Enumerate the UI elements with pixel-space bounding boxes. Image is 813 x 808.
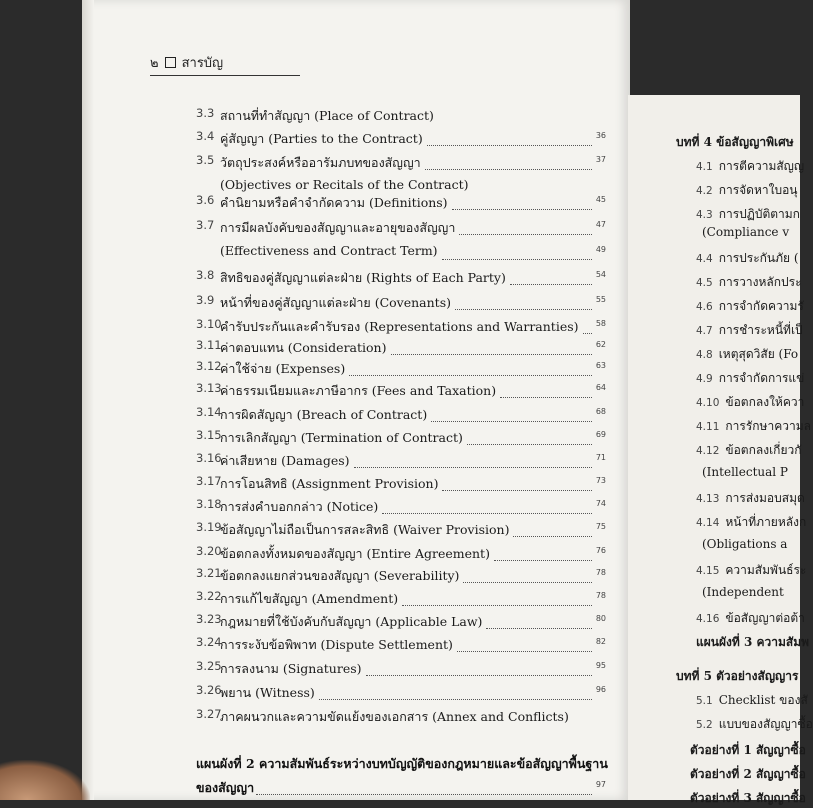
right-toc-entry [696, 691, 808, 710]
toc-entry-page: 49 [595, 245, 606, 254]
right-toc-title: (Independent [702, 585, 784, 599]
dot-leader [442, 259, 592, 260]
toc-entry-number: 3.4 [196, 129, 215, 143]
right-toc-title: ข้อสัญญาต่อต้า [725, 611, 805, 625]
toc-entry-number: 3.23 [196, 612, 222, 626]
right-toc-title: ข้อตกลงให้ควา [725, 395, 805, 409]
dot-leader [319, 699, 592, 700]
toc-entry [196, 428, 606, 448]
toc-entry-page: 68 [595, 407, 606, 416]
toc-entry [196, 497, 606, 517]
right-toc-entry [696, 321, 803, 340]
right-toc-title: การจัดหาใบอนุ [718, 183, 798, 197]
right-toc-entry [696, 225, 789, 239]
toc-entry [196, 474, 606, 494]
right-toc-entry [696, 157, 804, 176]
right-toc-number: 4.16 [696, 613, 720, 625]
right-toc-title: การจำกัดการแข่ [718, 371, 805, 385]
dot-leader [510, 284, 592, 285]
page-header [150, 52, 300, 76]
example-title: ตัวอย่างที่ 2 สัญญาซื้อ [690, 767, 806, 781]
toc-entry [196, 317, 606, 337]
toc-entry [196, 129, 606, 149]
toc-entry-title: กฎหมายที่ใช้บังคับกับสัญญา (Applicable Law) [220, 614, 483, 629]
right-toc-title: การประกันภัย ( [718, 251, 799, 265]
toc-entry-title: คู่สัญญา (Parties to the Contract) [220, 131, 423, 146]
example-title: ตัวอย่างที่ 3 สัญญาซื้อ [690, 791, 806, 805]
toc-entry-title: สิทธิของคู่สัญญาแต่ละฝ่าย (Rights of Each Party) [220, 270, 506, 285]
right-toc-title: การปฏิบัติตามก [718, 207, 800, 221]
toc-entry [196, 153, 606, 173]
right-toc-number: 4.9 [696, 373, 713, 385]
toc-entry-page: 80 [595, 614, 606, 623]
right-toc-title: ข้อตกลงเกี่ยวกั [725, 443, 802, 457]
example-entry [690, 765, 806, 784]
toc-entry [196, 268, 606, 288]
toc-entry-page: 64 [595, 383, 606, 392]
toc-entry-number: 3.21 [196, 566, 222, 580]
right-toc-title: (Compliance v [702, 225, 790, 239]
toc-entry-number: 3.5 [196, 153, 215, 167]
toc-entry-title: ภาคผนวกและความขัดแย้งของเอกสาร (Annex and Conflicts) [220, 709, 569, 724]
chapter-5-title: บทที่ 5 ตัวอย่างสัญญาร [676, 669, 799, 683]
right-toc-number: 4.6 [696, 301, 713, 313]
example-entry [690, 789, 806, 808]
toc-entry [196, 293, 606, 313]
toc-entry [196, 193, 606, 213]
toc-entry-title: การมีผลบังคับของสัญญาและอายุของสัญญา [220, 220, 456, 235]
right-toc-entry [696, 715, 813, 734]
toc-entry [196, 359, 606, 379]
right-toc-entry [696, 181, 798, 200]
toc-entry-title: วัตถุประสงค์หรืออารัมภบทของสัญญา [220, 155, 421, 170]
right-page [628, 95, 813, 805]
right-toc-entry [696, 585, 784, 599]
right-toc-title: (Obligations a [702, 537, 788, 551]
plan-2-page: 97 [595, 780, 606, 789]
toc-entry-page: 82 [595, 637, 606, 646]
right-toc-number: 4.2 [696, 185, 713, 197]
plan-2-title-line1: แผนผังที่ 2 ความสัมพันธ์ระหว่างบทบัญญัติของกฎหมายและข้อสัญญาพื้นฐาน [196, 756, 608, 771]
right-toc-number: 4.7 [696, 325, 713, 337]
toc-entry-number: 3.17 [196, 474, 222, 488]
dot-leader [455, 309, 592, 310]
right-toc-entry [696, 393, 804, 412]
toc-entry-page: 78 [595, 568, 606, 577]
right-toc-number: 4.10 [696, 397, 720, 409]
dot-leader [366, 675, 592, 676]
right-toc-entry [696, 249, 799, 268]
toc-entry [196, 405, 606, 425]
right-toc-number: 4.1 [696, 161, 713, 173]
dot-leader [382, 513, 592, 514]
right-toc-number: 4.5 [696, 277, 713, 289]
toc-entry-title: พยาน (Witness) [220, 685, 315, 700]
toc-entry-page: 54 [595, 270, 606, 279]
right-toc-title: การวางหลักประ [718, 275, 802, 289]
right-toc-entry [696, 369, 804, 388]
toc-entry-page: 96 [595, 685, 606, 694]
toc-entry [196, 589, 606, 609]
toc-entry-number: 3.26 [196, 683, 222, 697]
toc-entry-title: หน้าที่ของคู่สัญญาแต่ละฝ่าย (Covenants) [220, 295, 451, 310]
toc-entry-number: 3.6 [196, 193, 215, 207]
dot-leader [427, 145, 592, 146]
toc-entry-number: 3.25 [196, 659, 222, 673]
toc-entry [196, 218, 606, 238]
dot-leader [431, 421, 592, 422]
toc-entry-title: การส่งคำบอกกล่าว (Notice) [220, 499, 379, 514]
toc-entry-title: การเลิกสัญญา (Termination of Contract) [220, 430, 463, 445]
toc-entry-page: 78 [595, 591, 606, 600]
right-toc-entry [696, 297, 804, 316]
toc-entry [196, 520, 606, 540]
toc-entry-page: 71 [595, 453, 606, 462]
right-toc-title: การตีความสัญญ [718, 159, 805, 173]
right-toc-entry [696, 417, 811, 436]
plan-2-title-line2: ของสัญญา [196, 780, 255, 795]
right-toc-number: 5.2 [696, 719, 713, 731]
toc-entry-page: 69 [595, 430, 606, 439]
plan-2-entry-cont [196, 778, 606, 798]
toc-entry [196, 635, 606, 655]
toc-entry-page: 73 [595, 476, 606, 485]
toc-entry-number: 3.19 [196, 520, 222, 534]
toc-entry-title: คำนิยามหรือคำจำกัดความ (Definitions) [220, 195, 448, 210]
plan-2-entry [196, 754, 606, 774]
right-toc-title: (Intellectual P [702, 465, 789, 479]
toc-entry-page: 63 [595, 361, 606, 370]
toc-entry-number: 3.24 [196, 635, 222, 649]
toc-entry-number: 3.11 [196, 338, 222, 352]
toc-entry-number: 3.8 [196, 268, 215, 282]
chapter-4-heading [676, 133, 794, 152]
right-toc-number: 4.11 [696, 421, 720, 433]
right-toc-entry [696, 489, 805, 508]
toc-entry-title: สถานที่ทำสัญญา (Place of Contract) [220, 108, 434, 123]
toc-entry-page: 37 [595, 155, 606, 164]
toc-entry-title: การโอนสิทธิ (Assignment Provision) [220, 476, 439, 491]
section-title: สารบัญ [181, 56, 224, 71]
toc-entry-title: ข้อสัญญาไม่ถือเป็นการสละสิทธิ (Waiver Provision) [220, 522, 510, 537]
right-toc-number: 4.3 [696, 209, 713, 221]
right-toc-entry [696, 609, 805, 628]
toc-entry [196, 243, 606, 263]
toc-entry-number: 3.3 [196, 106, 215, 120]
right-toc-entry [696, 561, 806, 580]
right-toc-title: หน้าที่ภายหลังก [725, 515, 807, 529]
toc-entry-title: ค่าธรรมเนียมและภาษีอากร (Fees and Taxation) [220, 383, 497, 398]
toc-entry [196, 106, 606, 126]
toc-entry-number: 3.15 [196, 428, 222, 442]
dot-leader [354, 467, 592, 468]
dot-leader [467, 444, 592, 445]
right-toc-title: แบบของสัญญาซื้อ [718, 717, 813, 731]
right-toc-number: 4.8 [696, 349, 713, 361]
toc-entry-title: (Objectives or Recitals of the Contract) [220, 177, 469, 192]
right-toc-number: 4.4 [696, 253, 713, 265]
right-toc-title: การชำระหนี้ที่เป็ [718, 323, 803, 337]
right-toc-entry [696, 441, 801, 460]
toc-entry-number: 3.10 [196, 317, 222, 331]
dot-leader [494, 560, 592, 561]
right-toc-entry [696, 345, 798, 364]
right-toc-title: Checklist ของสั [718, 693, 808, 707]
toc-entry-number: 3.7 [196, 218, 215, 232]
toc-entry [196, 707, 606, 727]
toc-entry-page: 62 [595, 340, 606, 349]
chapter-4-title: บทที่ 4 ข้อสัญญาพิเศษ [676, 135, 794, 149]
dot-leader [583, 333, 592, 334]
dot-leader [513, 536, 592, 537]
right-toc-number: 5.1 [696, 695, 713, 707]
toc-entry [196, 338, 606, 358]
toc-entry [196, 612, 606, 632]
page-number: ๒ [150, 56, 159, 71]
toc-entry-number: 3.20 [196, 544, 222, 558]
toc-entry-number: 3.16 [196, 451, 222, 465]
right-toc-entry [696, 273, 802, 292]
dot-leader [457, 651, 592, 652]
toc-entry [196, 683, 606, 703]
dot-leader [459, 234, 592, 235]
dot-leader [500, 397, 592, 398]
toc-entry-title: (Effectiveness and Contract Term) [220, 243, 438, 258]
dot-leader [463, 582, 592, 583]
right-toc-entry [696, 205, 800, 224]
toc-entry-number: 3.9 [196, 293, 215, 307]
dot-leader [486, 628, 592, 629]
dot-leader [442, 490, 592, 491]
toc-entry [196, 659, 606, 679]
right-toc-entry [696, 513, 806, 532]
toc-entry-page: 74 [595, 499, 606, 508]
toc-entry-page: 58 [595, 319, 606, 328]
example-entry [690, 741, 806, 760]
dot-leader [349, 375, 592, 376]
toc-entry-title: การผิดสัญญา (Breach of Contract) [220, 407, 428, 422]
toc-entry-number: 3.18 [196, 497, 222, 511]
toc-entry-title: ค่าใช้จ่าย (Expenses) [220, 361, 346, 376]
right-toc-number: 4.14 [696, 517, 720, 529]
toc-entry-page: 76 [595, 546, 606, 555]
toc-entry-number: 3.22 [196, 589, 222, 603]
toc-entry-title: คำรับประกันและคำรับรอง (Representations and Warranties) [220, 319, 579, 334]
toc-entry [196, 566, 606, 586]
right-toc-title: การส่งมอบสมุด [725, 491, 805, 505]
toc-entry [196, 381, 606, 401]
toc-entry-number: 3.27 [196, 707, 222, 721]
chapter-5-heading [676, 667, 798, 686]
right-toc-title: การรักษาความล [725, 419, 811, 433]
toc-entry-page: 36 [595, 131, 606, 140]
right-toc-title: การจำกัดความรั [718, 299, 804, 313]
toc-entry-page: 47 [595, 220, 606, 229]
toc-entry-number: 3.12 [196, 359, 222, 373]
plan-3-entry [696, 633, 809, 652]
dot-leader [256, 794, 592, 795]
right-toc-entry [696, 465, 788, 479]
toc-entry-title: การระงับข้อพิพาท (Dispute Settlement) [220, 637, 453, 652]
toc-entry-title: ค่าตอบแทน (Consideration) [220, 340, 387, 355]
toc-entry-title: ข้อตกลงทั้งหมดของสัญญา (Entire Agreement) [220, 546, 490, 561]
toc-entry [196, 544, 606, 564]
toc-entry-number: 3.14 [196, 405, 222, 419]
toc-entry [196, 451, 606, 471]
right-toc-number: 4.13 [696, 493, 720, 505]
right-toc-title: เหตุสุดวิสัย (Fo [718, 347, 799, 361]
right-toc-title: ความสัมพันธ์ระ [725, 563, 807, 577]
dot-leader [391, 354, 592, 355]
right-toc-entry [696, 537, 787, 551]
checkbox-ornament-icon [165, 57, 176, 68]
example-title: ตัวอย่างที่ 1 สัญญาซื้อ [690, 743, 806, 757]
toc-entry-page: 75 [595, 522, 606, 531]
toc-entry-page: 55 [595, 295, 606, 304]
toc-entry-page: 45 [595, 195, 606, 204]
toc-entry-number: 3.13 [196, 381, 222, 395]
toc-entry-title: การลงนาม (Signatures) [220, 661, 362, 676]
thumb-photo [0, 760, 90, 800]
right-toc-number: 4.15 [696, 565, 720, 577]
plan-3-title: แผนผังที่ 3 ความสัมพ [696, 635, 810, 649]
toc-entry-title: ข้อตกลงแยกส่วนของสัญญา (Severability) [220, 568, 460, 583]
dot-leader [452, 209, 592, 210]
right-toc-number: 4.12 [696, 445, 720, 457]
toc-entry-title: การแก้ไขสัญญา (Amendment) [220, 591, 399, 606]
toc-entry-title: ค่าเสียหาย (Damages) [220, 453, 350, 468]
dot-leader [425, 169, 592, 170]
dot-leader [402, 605, 592, 606]
toc-entry-page: 95 [595, 661, 606, 670]
